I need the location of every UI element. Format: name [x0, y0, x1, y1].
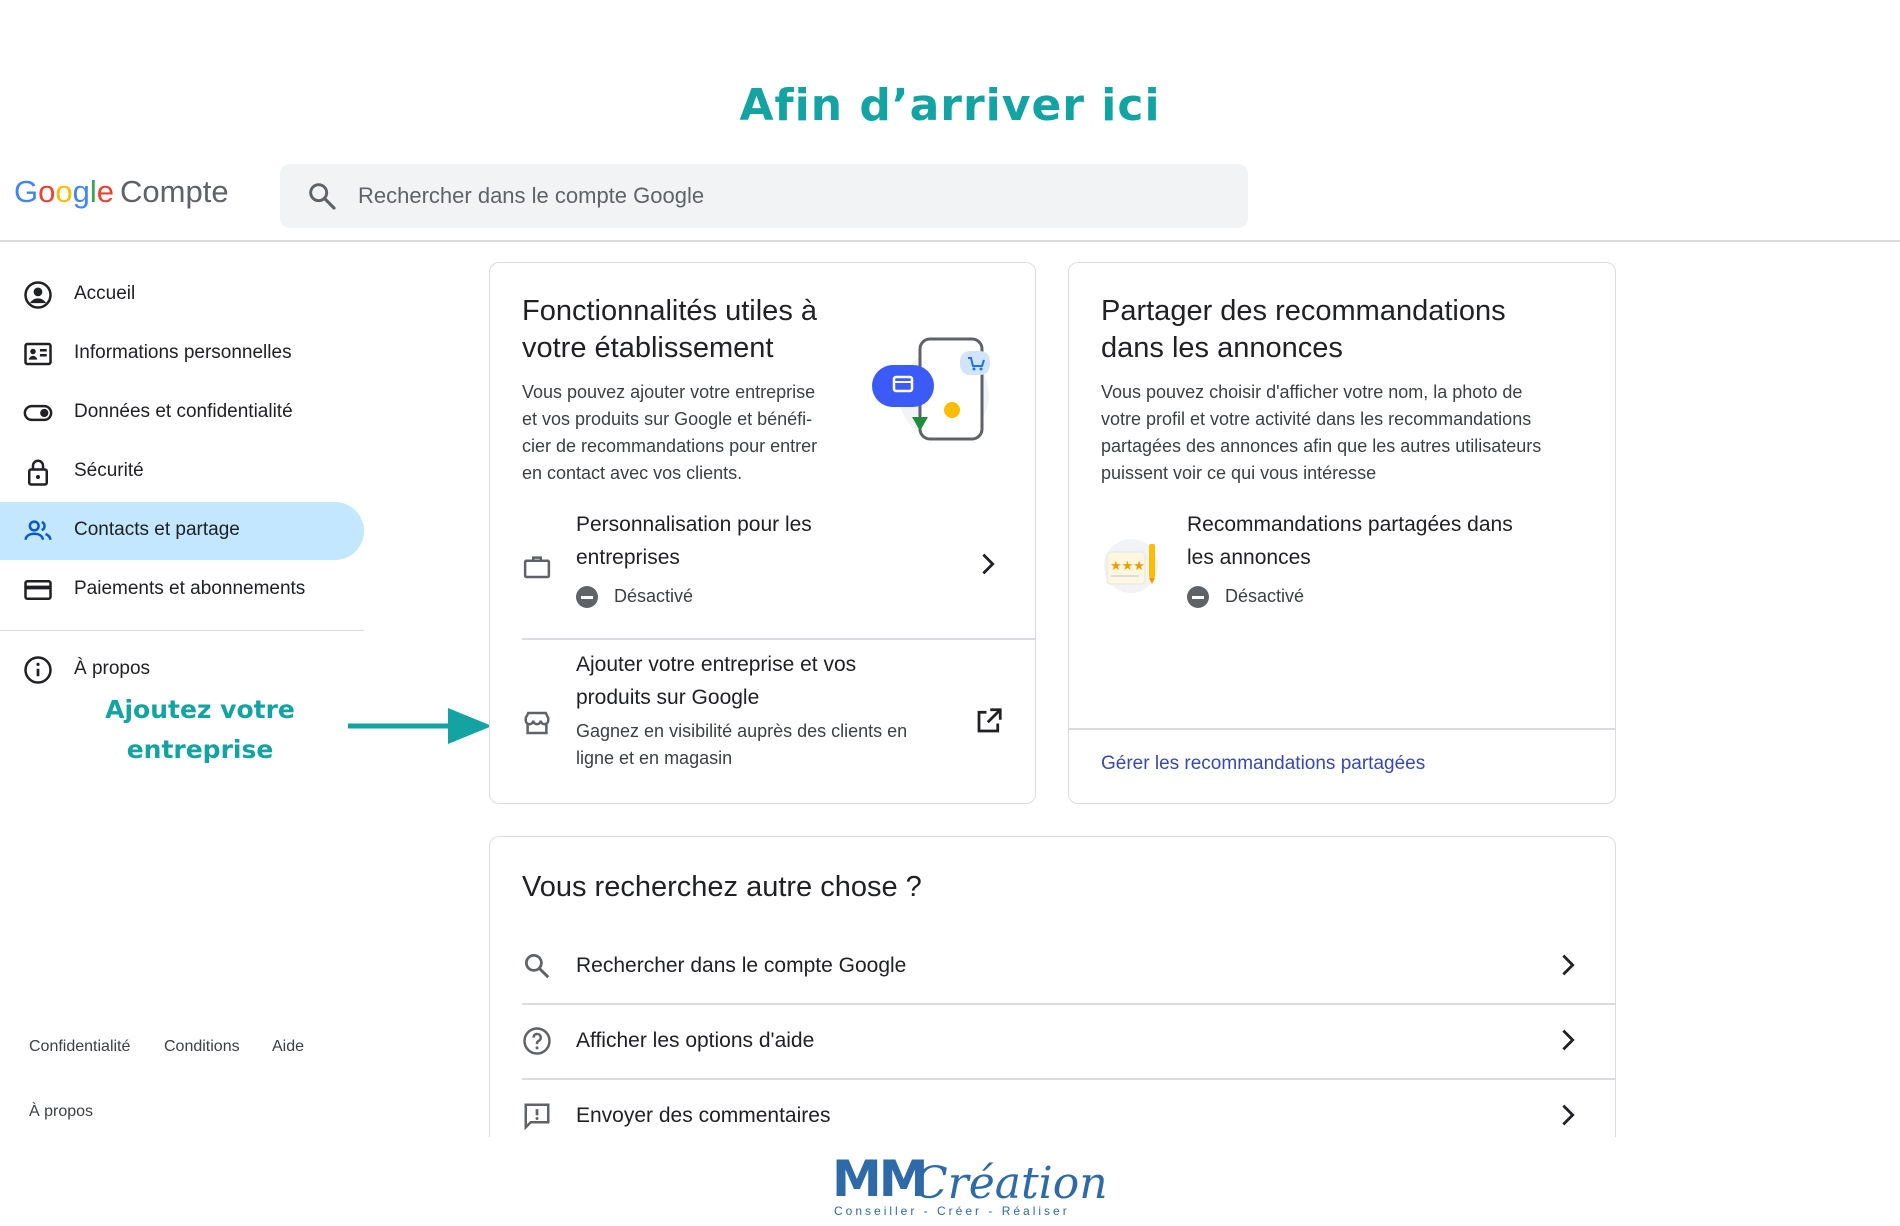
- search-input[interactable]: Rechercher dans le compte Google: [358, 183, 705, 208]
- people-icon: [22, 516, 54, 546]
- toggle-icon: [22, 398, 54, 428]
- business-personalization-row[interactable]: [490, 508, 1035, 638]
- feedback-icon: [522, 1101, 552, 1131]
- sidebar-item-label: Paiements et abonnements: [74, 578, 306, 599]
- card-title: Vous recherchez autre chose ?: [522, 871, 922, 903]
- chevron-right-icon: [1554, 1101, 1582, 1129]
- add-business-row[interactable]: [490, 648, 1035, 798]
- card-title: Fonctionnalités utiles à votre établissement: [522, 295, 817, 364]
- storefront-icon: [522, 708, 552, 738]
- looking-for-something-else-card: [489, 836, 1616, 1137]
- card-description: Vous pouvez choisir d'afficher votre nom, la photo de votre profil et votre activité dans les recommandations partagées des annonces afin que les autres utilisateurs puissent voir ce qui vous intéresse: [1101, 382, 1542, 483]
- lock-icon: [22, 457, 54, 487]
- sidebar-item-label: Données et confidentialité: [74, 401, 293, 422]
- shared-recommendations-row[interactable]: [1069, 508, 1615, 628]
- row-title: Recommandations partagées dans les annonces: [1187, 513, 1513, 569]
- disabled-icon: [576, 586, 598, 608]
- chevron-right-icon: [974, 550, 1002, 578]
- google-account-logo[interactable]: Google Compte: [14, 174, 229, 209]
- chevron-right-icon: [1554, 1026, 1582, 1054]
- help-icon: [522, 1026, 552, 1056]
- annotation-text: Ajoutez votre entreprise: [105, 695, 295, 764]
- row-title: Personnalisation pour les entreprises: [576, 513, 812, 569]
- sidebar-item-security[interactable]: [0, 443, 364, 501]
- business-illustration: [872, 333, 1002, 448]
- manage-shared-recommendations-link[interactable]: Gérer les recommandations partagées: [1101, 753, 1426, 774]
- footer-privacy-link[interactable]: Confidentialité: [29, 1038, 131, 1055]
- row-label: Afficher les options d'aide: [576, 1029, 815, 1052]
- sidebar-item-label: Sécurité: [74, 460, 144, 481]
- status-text: Désactivé: [1225, 586, 1305, 606]
- briefcase-icon: [522, 552, 552, 582]
- sidebar-item-payments[interactable]: [0, 561, 364, 619]
- disabled-icon: [1187, 586, 1209, 608]
- id-card-icon: [22, 339, 54, 369]
- shared-recommendations-card: [1068, 262, 1616, 804]
- app-header: [0, 150, 1900, 242]
- chevron-right-icon: [1554, 951, 1582, 979]
- row-divider: [522, 638, 1035, 640]
- open-in-new-icon: [974, 706, 1004, 736]
- search-bar[interactable]: [280, 164, 1248, 228]
- search-icon: [306, 180, 338, 212]
- sidebar-item-label: Contacts et partage: [74, 519, 240, 540]
- row-label: Rechercher dans le compte Google: [576, 954, 907, 977]
- footer-terms-link[interactable]: Conditions: [164, 1038, 240, 1055]
- row-title: Ajouter votre entreprise et vos produits sur Google: [576, 653, 857, 709]
- row-label: Envoyer des commentaires: [576, 1104, 831, 1127]
- search-account-row[interactable]: [490, 929, 1615, 1003]
- sidebar-item-label: Accueil: [74, 283, 136, 304]
- sidebar-item-contacts-sharing[interactable]: [0, 502, 364, 560]
- sidebar-item-label: À propos: [74, 658, 151, 679]
- sidebar-item-label: Informations personnelles: [74, 342, 292, 363]
- card-divider: [1069, 728, 1615, 730]
- rating-illustration-icon: [1101, 534, 1163, 596]
- sidebar-divider: [0, 630, 364, 631]
- sidebar-item-personal-info[interactable]: [0, 325, 364, 383]
- banner-title: Afin d’arriver ici: [739, 80, 1161, 131]
- search-icon: [522, 951, 552, 981]
- help-options-row[interactable]: [490, 1004, 1615, 1078]
- row-subtitle: Gagnez en visibilité auprès des clients en ligne et en magasin: [576, 721, 908, 768]
- send-feedback-row[interactable]: [490, 1079, 1615, 1137]
- card-description: Vous pouvez ajouter votre entreprise et vos produits sur Google et bénéfi- cier de recommandations pour entrer en contact avec vos clients.: [522, 382, 818, 483]
- status-text: Désactivé: [614, 586, 694, 606]
- arrow-right-icon: [348, 706, 492, 746]
- sidebar-item-data-privacy[interactable]: [0, 384, 364, 442]
- info-icon: [22, 655, 54, 685]
- card-title: Partager des recommandations dans les annonces: [1101, 295, 1506, 364]
- account-circle-icon: [22, 280, 54, 310]
- svg-text:★★★: ★★★: [1110, 559, 1145, 574]
- footer-help-link[interactable]: Aide: [272, 1038, 305, 1055]
- footer-about-link[interactable]: À propos: [29, 1103, 94, 1120]
- sidebar-item-home[interactable]: [0, 266, 364, 324]
- credit-card-icon: [22, 575, 54, 605]
- mm-creation-logo: MM Création Conseiller - Créer - Réaliser: [832, 1150, 1108, 1218]
- business-features-card: [489, 262, 1036, 804]
